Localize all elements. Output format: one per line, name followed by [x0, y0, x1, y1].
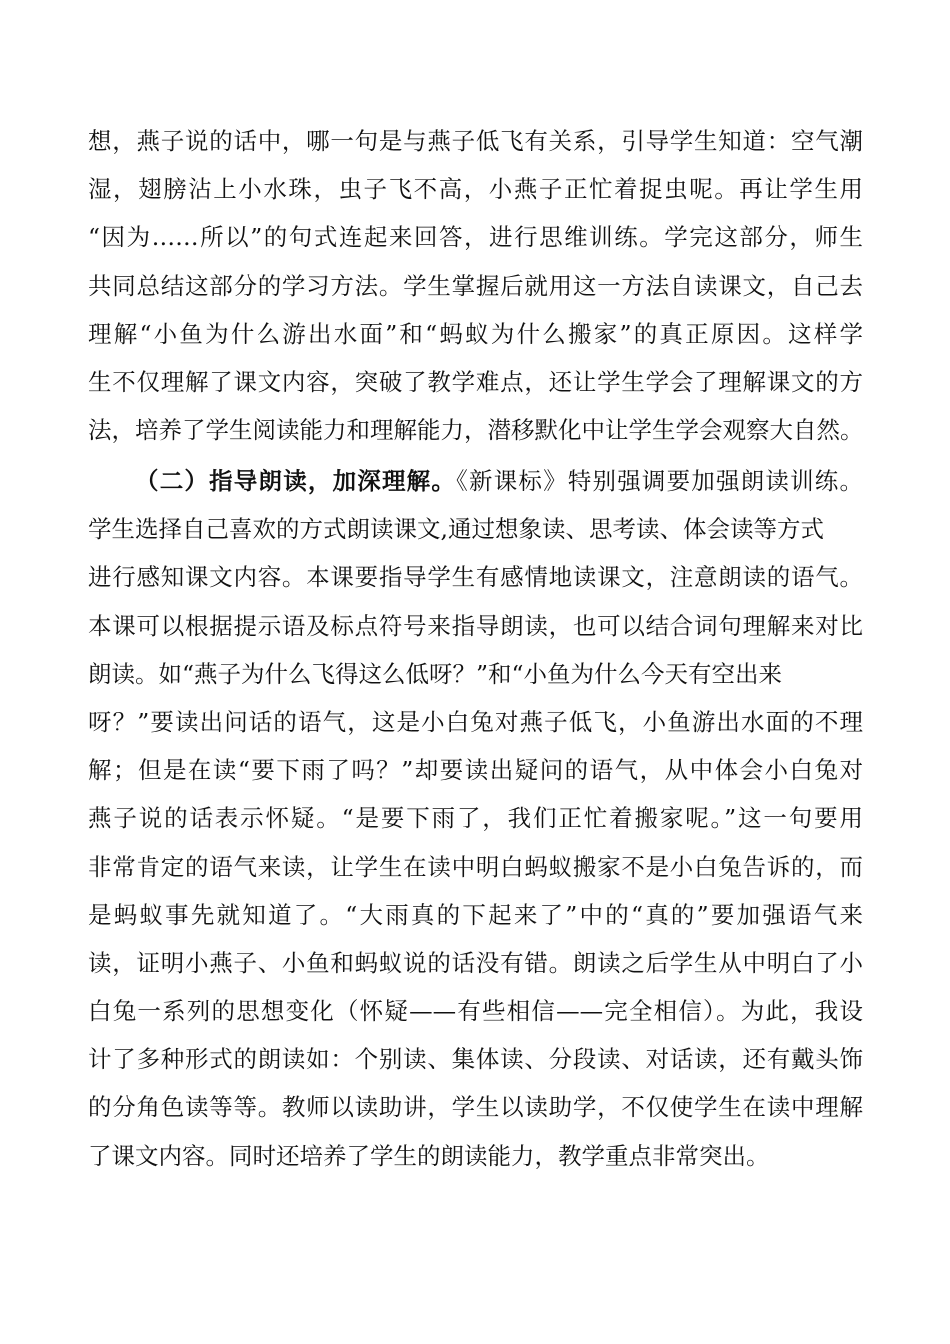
paragraph-line: 想，燕子说的话中，哪一句是与燕子低飞有关系，引导学生知道：空气潮 [88, 127, 863, 155]
paragraph-line: 白兔一系列的思想变化（怀疑——有些相信——完全相信）。为此，我设 [88, 997, 863, 1026]
paragraph-line: 读，证明小燕子、小鱼和蚂蚁说的话没有错。朗读之后学生从中明白了小 [88, 948, 863, 977]
paragraph-line: 本课可以根据提示语及标点符号来指导朗读，也可以结合词句理解来对比 [88, 611, 863, 640]
paragraph-line: 理解“小鱼为什么游出水面”和“蚂蚁为什么搬家”的真正原因。这样学 [88, 319, 863, 348]
paragraph-line: 了课文内容。同时还培养了学生的朗读能力，教学重点非常突出。 [88, 1141, 770, 1170]
paragraph-line: 是蚂蚁事先就知道了。“大雨真的下起来了”中的“真的”要加强语气来 [88, 900, 863, 929]
paragraph-line: 生不仅理解了课文内容，突破了教学难点，还让学生学会了理解课文的方 [88, 367, 863, 396]
paragraph-line: 解；但是在读“要下雨了吗？”却要读出疑问的语气，从中体会小白兔对 [88, 756, 863, 785]
paragraph-line: 湿，翅膀沾上小水珠，虫子飞不高，小燕子正忙着捉虫呢。再让学生用 [88, 175, 863, 204]
paragraph-line: “因为……所以”的句式连起来回答，进行思维训练。学完这部分，师生 [88, 223, 863, 252]
paragraph-1 [88, 117, 863, 454]
paragraph-2 [88, 457, 863, 1180]
paragraph-line: 学生选择自己喜欢的方式朗读课文,通过想象读、思考读、体会读等方式 [88, 515, 824, 544]
paragraph-line: 计了多种形式的朗读如：个别读、集体读、分段读、对话读，还有戴头饰 [88, 1045, 863, 1074]
paragraph-line: 共同总结这部分的学习方法。学生掌握后就用这一方法自读课文，自己去 [88, 271, 863, 300]
section-heading: （二）指导朗读，加深理解。 [135, 467, 457, 495]
paragraph-line: 朗读。如“燕子为什么飞得这么低呀？”和“小鱼为什么今天有空出来 [88, 659, 783, 688]
paragraph-line: 燕子说的话表示怀疑。“是要下雨了，我们正忙着搬家呢。”这一句要用 [88, 804, 863, 833]
paragraph-line: 呀？”要读出问话的语气，这是小白兔对燕子低飞，小鱼游出水面的不理 [88, 707, 863, 736]
paragraph-line: 法，培养了学生阅读能力和理解能力，潜移默化中让学生学会观察大自然。 [88, 416, 864, 445]
paragraph-line: 的分角色读等等。教师以读助讲，学生以读助学，不仅使学生在读中理解 [88, 1093, 863, 1122]
paragraph-line: 非常肯定的语气来读，让学生在读中明白蚂蚁搬家不是小白兔告诉的，而 [88, 852, 863, 881]
paragraph-line: 进行感知课文内容。本课要指导学生有感情地读课文，注意朗读的语气。 [88, 563, 863, 592]
paragraph-first-line [88, 457, 863, 505]
first-line-text: 《新课标》特别强调要加强朗读训练。 [456, 467, 864, 495]
